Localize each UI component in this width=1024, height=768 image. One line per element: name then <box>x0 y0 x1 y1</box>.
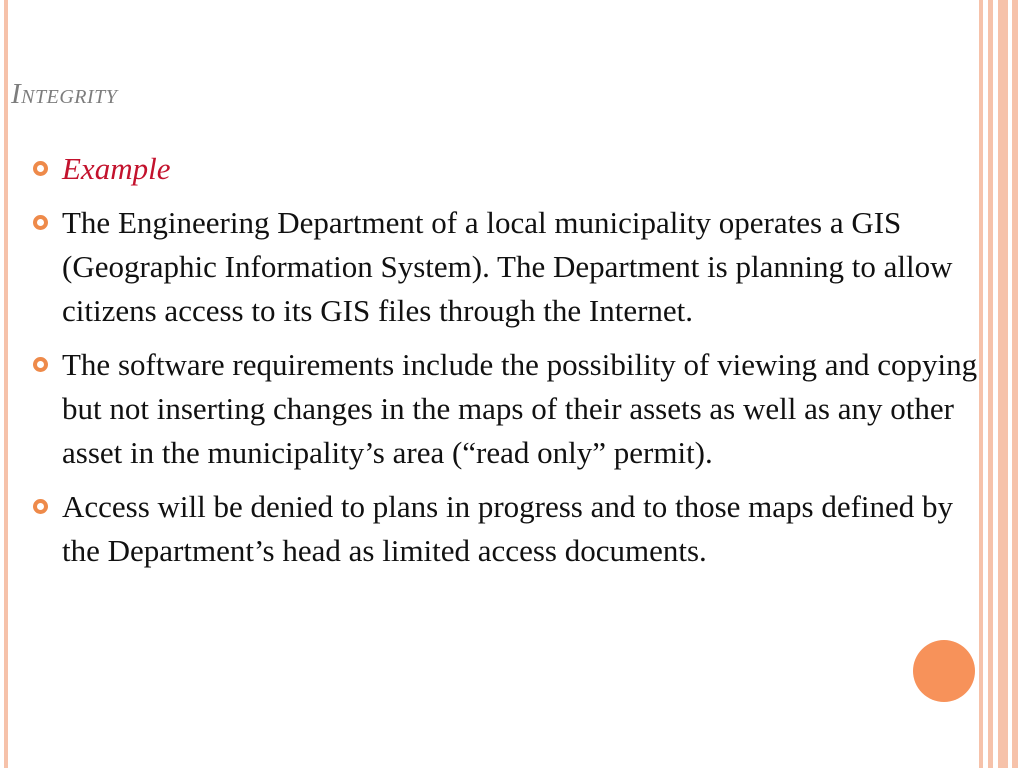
bullet-ring-icon <box>33 499 48 514</box>
bullet-ring-icon <box>33 215 48 230</box>
bullet-text: Example <box>62 151 171 186</box>
bullet-text: The Engineering Department of a local municipality operates a GIS (Geographic Information System). The Department is planning to allow citizens access to its GIS files through the Internet. <box>62 205 953 328</box>
right-border-stripe <box>998 0 1008 768</box>
bullet-item <box>30 343 990 475</box>
left-border-stripe <box>4 0 8 768</box>
bullet-ring-icon <box>33 161 48 176</box>
bullet-item <box>30 147 990 191</box>
decorative-circle <box>913 640 975 702</box>
bullet-text: Access will be denied to plans in progress and to those maps defined by the Department’s head as limited access documents. <box>62 489 954 568</box>
bullet-text: The software requirements include the possibility of viewing and copying but not inserting changes in the maps of their assets as well as any other asset in the municipality’s area (“read only” permit). <box>62 347 978 470</box>
slide-title: Integrity <box>11 78 118 110</box>
bullet-ring-icon <box>33 357 48 372</box>
bullet-item <box>30 485 990 573</box>
bullet-list <box>30 147 990 583</box>
right-border-stripe <box>1012 0 1018 768</box>
bullet-item <box>30 201 990 333</box>
